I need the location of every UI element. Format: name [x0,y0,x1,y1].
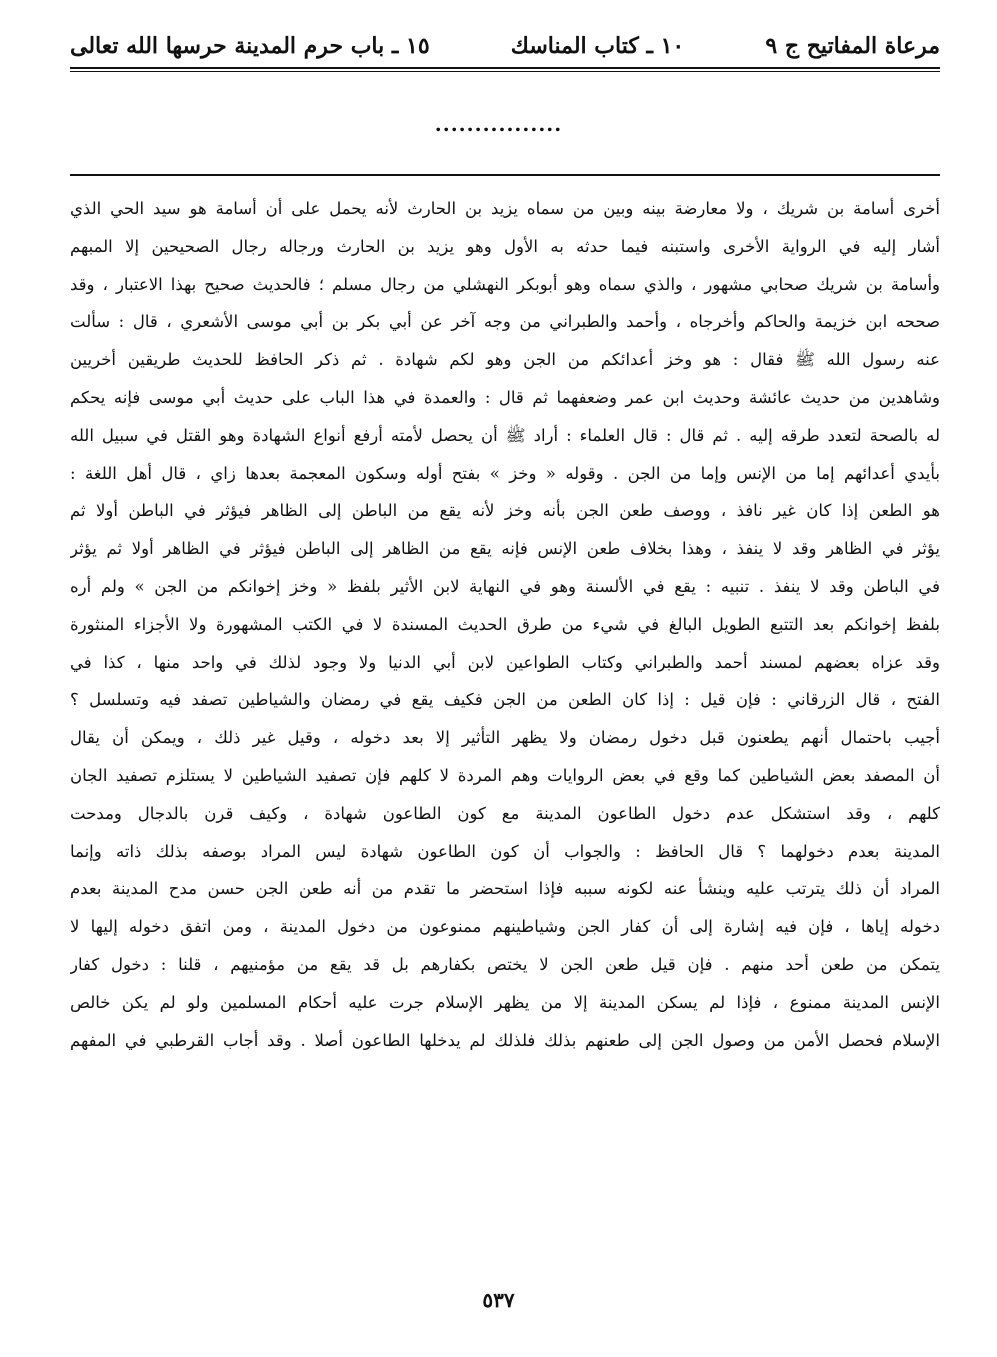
page-number: ٥٣٧ [482,1288,515,1312]
body-line: عنه رسول الله ﷺ فقال : هو وخز أعدائكم من الجن وهو لكم شهادة . ثم ذكر الحافظ للحديث طريقين أخريين [70,350,940,370]
body-line: هو الطعن إذا كان غير نافذ ، ووصف طعن الجن بأنه وخز لأنه يقع من الباطن إلى الظاهر فيؤثر في الباطن أولا ثم [70,501,940,521]
body-line: أشار إليه في الرواية الأخرى واستبنه فيما حدثه به الأول وهو يزيد بن الحارث ورجاله رجال الصحيحين إلا المبهم [70,236,940,256]
body-line: الإسلام فحصل الأمن من وصول الجن إلى طعنهم بذلك فلذلك لم يدخلها الطاعون أصلا . وقد أجاب القرطبي في المفهم [70,1030,940,1050]
body-line: كلهم ، وقد استشكل عدم دخول الطاعون المدينة مع كون الطاعون شهادة ، وكيف قرن بالدجال ومدحت [70,803,940,823]
header-book-title: مرعاة المفاتيح ج ٩ [765,33,940,59]
header-rule-thin [70,71,940,72]
body-line: أن المصفد بعض الشياطين كما وقع في بعض الروايات وهم المردة لا كلهم فإن تصفيد الشياطين لا يستلزم تصفيد الجان [70,765,940,785]
body-line: وأسامة بن شريك صحابي مشهور ، والذي سماه وهو أبوبكر النهشلي من رجال مسلم ؛ فالحديث صحيح بهذا الاعتبار ، وقد [70,274,940,294]
body-line: بلفظ إخوانكم بعد التتبع الطويل البالغ في شيء من طرق الحديث المسندة لا في الكتب المشهورة ولا الأجزاء المنثورة [70,614,940,634]
body-line: وشاهدين من حديث عائشة وحديث ابن عمر وضعفهما ثم قال : والعمدة في هذا الباب على حديث أبي موسى فإنه يحكم [70,387,940,407]
dotted-separator: ................ [434,112,563,136]
body-text [70,190,940,1240]
header-chapter: ١٠ ـ كتاب المناسك [510,33,685,59]
body-line: في الباطن وقد لا ينفذ . تنبيه : يقع في الألسنة وهو في النهاية لابن الأثير بلفظ « وخز إخوانكم من الجن » ولم أره [70,576,940,596]
body-line: المراد أن ذلك يترتب عليه وينشأ عنه لكونه سببه فإذا استحضر ما تقدم من أنه طعن الجن حسن مدح المدينة بعدم [70,879,940,899]
body-line: أخرى أسامة بن شريك ، ولا معارضة بينه وبين من سماه يزيد بن الحارث لأنه يحمل على أن أسامة هو سيد الحي الذي [70,199,940,218]
body-line: المدينة بعدم دخولهما ؟ قال الحافظ : والجواب أن كون الطاعون شهادة ليس المراد بوصفه بذلك ذاته وإنما [70,841,940,861]
body-line: الإنس المدينة ممنوع ، فإذا لم يسكن المدينة إلا من يظهر الإسلام جرت عليه أحكام المسلمين ولو لم يكن خالص [70,992,940,1012]
header-section: ١٥ ـ باب حرم المدينة حرسها الله تعالى [70,33,430,59]
body-line: بأيدي أعدائهم إما من الإنس وإما من الجن . وقوله « وخز » بفتح أوله وسكون المعجمة بعدها زاي ، قال أهل اللغة : [70,463,940,483]
running-header [70,26,940,66]
body-line: أجيب باحتمال أنهم يطعنون قبل دخول رمضان ولا يظهر التأثير إلا بعد دخوله ، وقيل غير ذلك ، ويمكن أن يقال [70,728,940,748]
body-line: وقد عزاه بعضهم لمسند أحمد والطبراني وكتاب الطواعين لابن أبي الدنيا ولا وجود لذلك في واحد منها ، كذا في [70,652,940,672]
header-rule-thick [70,67,940,69]
body-line: دخوله إياها ، فإن فيه إشارة إلى أن كفار الجن وشياطينهم ممنوعون من دخول المدينة ، ومن اتفق دخوله إليها لا [70,917,940,937]
body-line: يؤثر في الظاهر وقد لا ينفذ ، وهذا بخلاف طعن الإنس فإنه يقع من الظاهر إلى الباطن فيؤثر في الظاهر أولا ثم يؤثر [70,539,940,559]
body-line: صححه ابن خزيمة والحاكم وأخرجاه ، وأحمد والطبراني من وجه آخر عن أبي بكر بن أبي موسى الأشعري ، قال : سألت [70,312,940,332]
body-line: يتمكن من طعن أحد منهم . فإن قيل طعن الجن لا يختص بكفارهم بل قد يقع من مؤمنيهم ، قلنا : دخول كفار [70,954,940,974]
body-top-rule [70,174,940,176]
body-line: الفتح ، قال الزرقاني : فإن قيل : إذا كان الطعن من الجن فكيف يقع في رمضان والشياطين تصفد فيه وتسلسل ؟ [70,690,940,710]
body-line: له بالصحة لتعدد طرقه إليه . ثم قال : قال العلماء : أراد ﷺ أن يحصل لأمته أرفع أنواع الشهادة وهو القتل في سبيل الله [70,425,940,445]
